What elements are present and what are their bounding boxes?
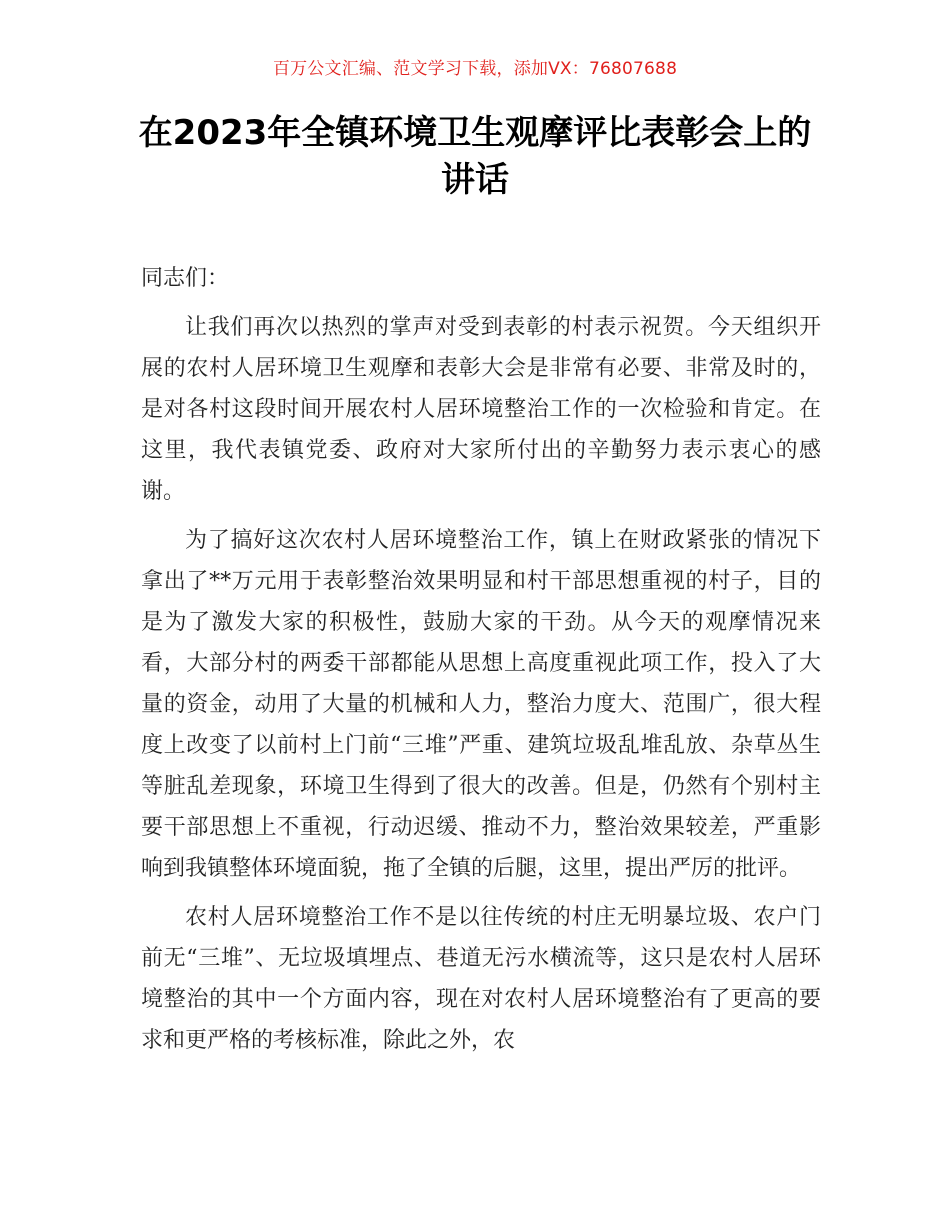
document-body	[141, 258, 821, 1069]
paragraph-3: 农村人居环境整治工作不是以往传统的村庄无明暴垃圾、农户门前无“三堆”、无垃圾填埋点、巷道无污水横流等，这只是农村人居环境整治的其中一个方面内容，现在对农村人居环境整治有了更高的要求和更严格的考核标准，除此之外，农	[141, 905, 821, 1053]
paragraph-2: 为了搞好这次农村人居环境整治工作，镇上在财政紧张的情况下拿出了**万元用于表彰整治效果明显和村干部思想重视的村子，目的是为了激发大家的积极性，鼓励大家的干劲。从今天的观摩情况来看，大部分村的两委干部都能从思想上高度重视此项工作，投入了大量的资金，动用了大量的机械和人力，整治力度大、范围广，很大程度上改变了以前村上门前“三堆”严重、建筑垃圾乱堆乱放、杂草丛生等脏乱差现象，环境卫生得到了很大的改善。但是，仍然有个别村主要干部思想上不重视，行动迟缓、推动不力，整治效果较差，严重影响到我镇整体环境面貌，拖了全镇的后腿，这里，提出严厉的批评。	[141, 528, 821, 881]
document-title: 在2023年全镇环境卫生观摩评比表彰会上的讲话	[138, 113, 812, 200]
salutation: 同志们：	[141, 266, 230, 291]
paragraph-1: 让我们再次以热烈的掌声对受到表彰的村表示祝贺。今天组织开展的农村人居环境卫生观摩和表彰大会是非常有必要、非常及时的，是对各村这段时间开展农村人居环境整治工作的一次检验和肯定。在这里，我代表镇党委、政府对大家所付出的辛勤努力表示衷心的感谢。	[141, 315, 821, 504]
header-promo-note: 百万公文汇编、范文学习下载，添加VX：76807688	[272, 59, 678, 79]
